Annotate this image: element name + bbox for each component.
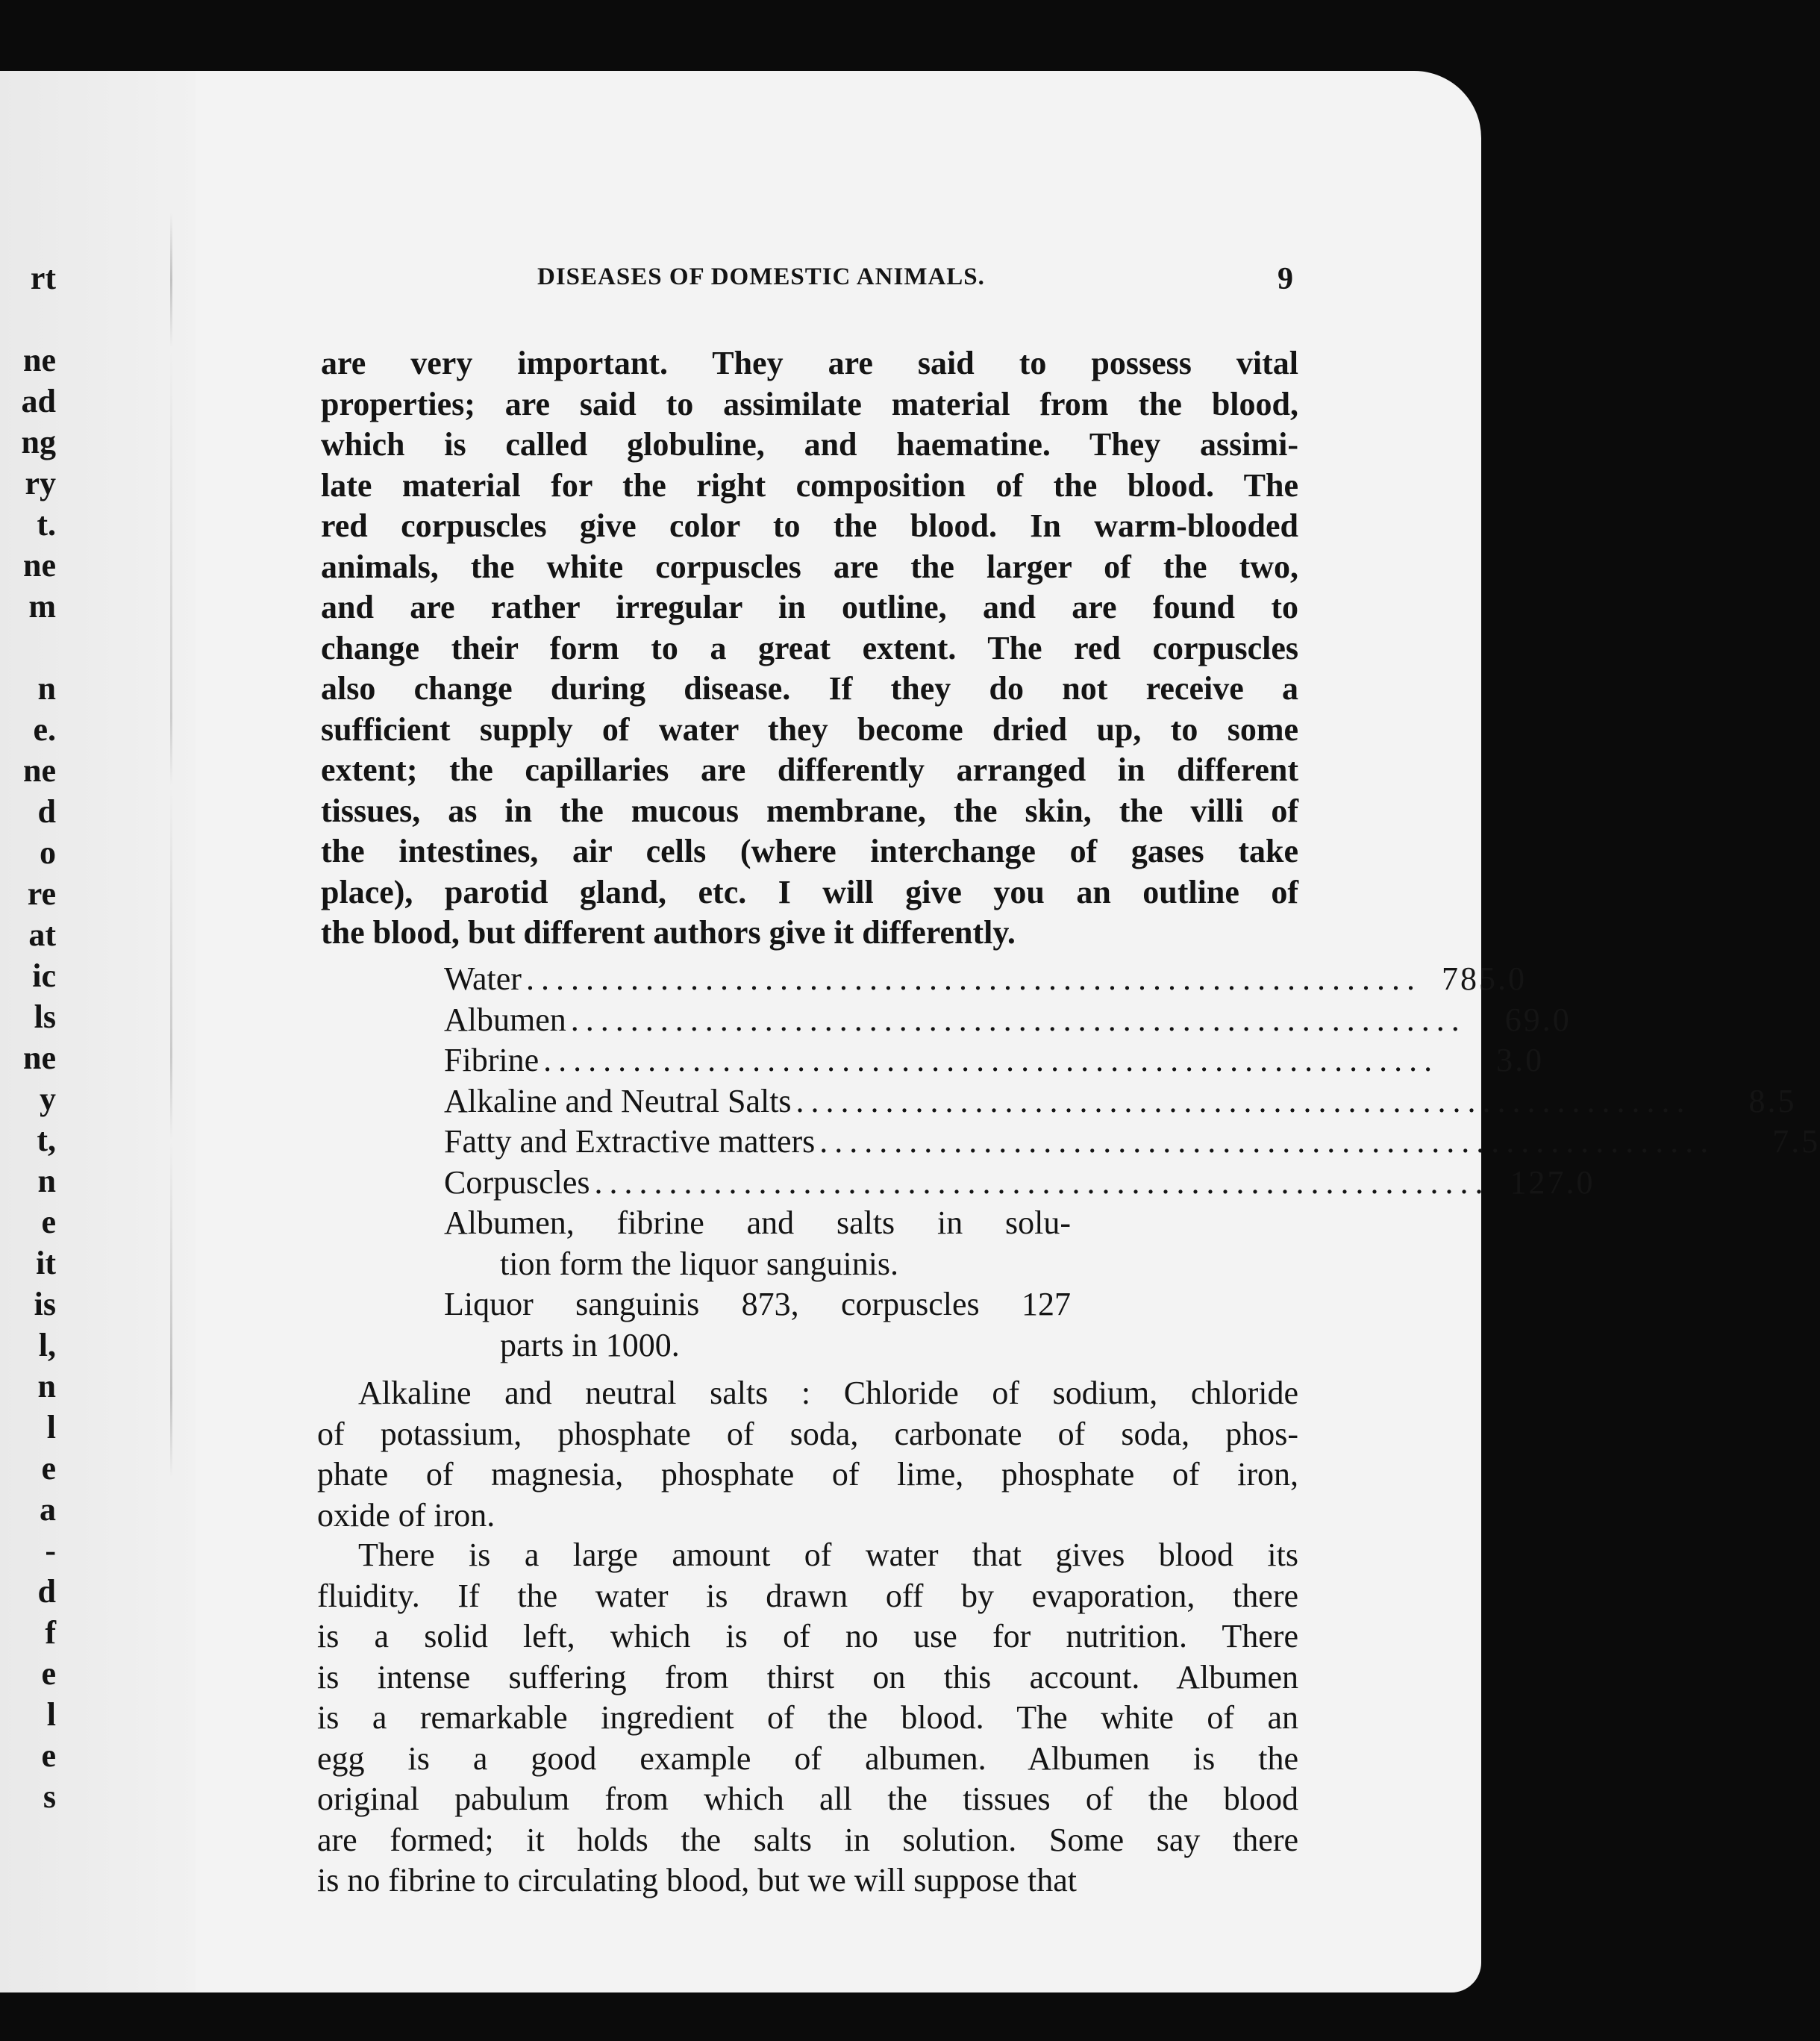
page-number: 9 (1278, 262, 1293, 296)
fragment-line: it (36, 1245, 56, 1281)
fragment-line (0, 299, 56, 340)
fragment-line: - (45, 1532, 56, 1569)
text-line: the intestines, air cells (where interchange of gases take (321, 833, 1298, 869)
fragment-line: e (41, 1204, 56, 1240)
fragment-line: ne (23, 752, 56, 789)
fragment-line: n (37, 1163, 56, 1199)
text-line: which is called globuline, and haematine. They assimi- (321, 426, 1298, 463)
dot-leader: ............................................................ (795, 1082, 1692, 1119)
fragment-line (0, 627, 56, 668)
fragment-line: o (40, 834, 56, 871)
component-name: Albumen (444, 1001, 566, 1038)
fragment-line: f (45, 1614, 56, 1651)
fragment-line: ry (25, 465, 56, 501)
paragraph-water-albumen (317, 1535, 1298, 1901)
fragment-line: ic (32, 957, 56, 994)
text-line: also change during disease. If they do not receive a (321, 670, 1298, 707)
component-name: Fibrine (444, 1042, 540, 1078)
component-name: Corpuscles (444, 1163, 590, 1201)
text-line: the blood, but different authors give it differently. (321, 914, 1016, 951)
text-line: is no fibrine to circulating blood, but we will suppose that (317, 1862, 1077, 1898)
text-line: place), parotid gland, etc. I will give you an outline of (321, 873, 1298, 910)
dot-leader: ............................................................ (525, 960, 1422, 997)
fragment-line: ls (34, 998, 56, 1035)
note-line: Liquor sanguinis 873, corpuscles 127 (444, 1286, 1071, 1322)
fragment-line: is (34, 1286, 56, 1322)
fragment-line: e (41, 1655, 56, 1692)
text-line: sufficient supply of water they become dried up, to some (321, 710, 1298, 748)
note-line: parts in 1000. (500, 1326, 680, 1363)
text-line: animals, the white corpuscles are the larger of the two, (321, 548, 1298, 585)
component-value: 7.5 (1772, 1123, 1820, 1160)
table-row (444, 1000, 1572, 1041)
note-line: Albumen, fibrine and salts in solu- (444, 1204, 1071, 1241)
component-value: 69.0 (1504, 1001, 1572, 1038)
dot-leader: ............................................................ (570, 1001, 1466, 1038)
text-line: late material for the right composition of the blood. The (321, 466, 1298, 504)
text-line: tissues, as in the mucous membrane, the skin, the villi of (321, 792, 1298, 829)
note-line: tion form the liquor sanguinis. (500, 1245, 899, 1282)
fragment-line: ne (23, 1040, 56, 1076)
running-header: DISEASES OF DOMESTIC ANIMALS. (537, 263, 985, 290)
fragment-line: t. (37, 506, 56, 543)
text-line: Alkaline and neutral salts : Chloride of sodium, chloride (358, 1375, 1298, 1411)
fragment-line: l, (38, 1327, 56, 1363)
fragment-line: e (41, 1450, 56, 1487)
fragment-line: rt (30, 260, 56, 296)
text-line: and are rather irregular in outline, and are found to (321, 589, 1298, 625)
text-line: oxide of iron. (317, 1496, 495, 1534)
dot-leader: ............................................................ (543, 1042, 1439, 1078)
table-row (444, 959, 1527, 1000)
table-notes (444, 1203, 1071, 1366)
text-line: extent; the capillaries are differently arranged in different (321, 751, 1298, 788)
page-gutter (0, 71, 196, 1992)
component-value: 785.0 (1441, 960, 1527, 997)
binding-shadow (170, 213, 172, 1899)
component-name: Water (444, 960, 522, 997)
table-row (444, 1163, 1595, 1204)
fragment-line: e (41, 1737, 56, 1774)
text-line: fluidity. If the water is drawn off by evaporation, there (317, 1577, 1298, 1614)
fragment-line: ne (23, 547, 56, 584)
text-line: are very important. They are said to possess vital (321, 345, 1298, 381)
component-value: 3.0 (1496, 1042, 1545, 1078)
paragraph-blood-corpuscles (321, 343, 1298, 954)
dot-leader: ............................................................ (594, 1163, 1490, 1201)
previous-page-edge (0, 257, 56, 1817)
text-line: of potassium, phosphate of soda, carbonate of soda, phos- (317, 1415, 1298, 1452)
blood-composition-table (444, 959, 1820, 1366)
text-line: original pabulum from which all the tissues of the blood (317, 1781, 1298, 1817)
table-row (444, 1040, 1545, 1081)
fragment-line: m (28, 588, 56, 625)
fragment-line: d (37, 793, 56, 830)
text-line: red corpuscles give color to the blood. In warm-blooded (321, 507, 1298, 544)
text-line: is intense suffering from thirst on this account. Albumen (317, 1658, 1298, 1695)
component-name: Alkaline and Neutral Salts (444, 1082, 792, 1119)
component-name: Fatty and Extractive matters (444, 1123, 816, 1160)
fragment-line: n (37, 1368, 56, 1404)
text-line: egg is a good example of albumen. Albumen is the (317, 1740, 1298, 1777)
fragment-line: re (27, 875, 56, 912)
text-line: There is a large amount of water that gives blood its (358, 1537, 1298, 1573)
text-line: properties; are said to assimilate material from the blood, (321, 385, 1298, 422)
fragment-line: a (40, 1491, 56, 1528)
fragment-line: ng (21, 424, 56, 460)
dot-leader: ............................................................ (819, 1123, 1716, 1160)
book-page (0, 71, 1820, 1992)
fragment-line: l (46, 1696, 56, 1733)
text-line: change their form to a great extent. The red corpuscles (321, 629, 1298, 666)
fragment-line: l (46, 1409, 56, 1445)
fragment-line: ad (21, 383, 56, 419)
fragment-line: t, (37, 1122, 56, 1158)
table-row (444, 1122, 1820, 1163)
component-value: 127.0 (1510, 1163, 1595, 1201)
component-value: 8.5 (1748, 1082, 1797, 1119)
fragment-line: at (28, 916, 56, 953)
table-row (444, 1081, 1797, 1122)
fragment-line: ne (23, 342, 56, 378)
text-line: are formed; it holds the salts in solution. Some say there (317, 1821, 1298, 1858)
fragment-line: y (40, 1081, 56, 1117)
paragraph-salts (317, 1373, 1298, 1536)
text-line: phate of magnesia, phosphate of lime, phosphate of iron, (317, 1456, 1298, 1493)
fragment-line: n (37, 670, 56, 707)
fragment-line: d (37, 1573, 56, 1610)
text-line: is a solid left, which is of no use for nutrition. There (317, 1618, 1298, 1654)
text-line: is a remarkable ingredient of the blood. The white of an (317, 1699, 1298, 1736)
fragment-line: s (43, 1778, 56, 1815)
fragment-line: e. (33, 711, 56, 748)
